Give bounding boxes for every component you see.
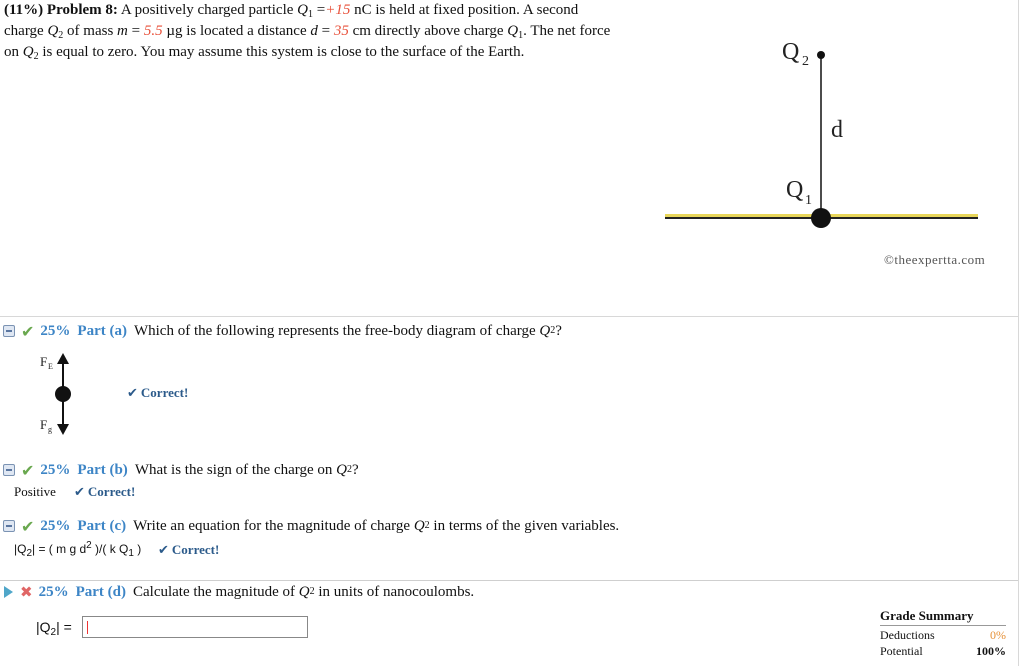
free-body-diagram: [36, 350, 76, 440]
potential-value: 100%: [976, 644, 1006, 658]
potential-row: [880, 643, 1006, 659]
given-q1: +15: [325, 2, 351, 18]
q2-dot: [817, 51, 825, 59]
deductions-value: 0%: [990, 628, 1006, 642]
question-end: in terms of the given variables.: [433, 517, 620, 534]
answer-text: )/( k Q: [91, 542, 129, 556]
problem-text: A positively charged particle: [120, 2, 294, 18]
text-caret: [87, 621, 88, 634]
fe-label: F: [40, 354, 48, 369]
check-icon: ✔: [74, 485, 85, 500]
answer-sup: 2: [86, 540, 92, 551]
problem-text: . The net force: [523, 23, 611, 39]
status-text: Correct!: [87, 484, 136, 499]
potential-label: Potential: [880, 644, 923, 658]
var-q2: Q: [22, 44, 34, 60]
equals: =: [316, 2, 326, 18]
d-label: d: [831, 117, 843, 143]
q2-label: Q: [782, 39, 800, 65]
part-c-label: Part (c): [77, 517, 127, 534]
part-b-question: What is the sign of the charge on: [134, 461, 333, 478]
var-d: d: [310, 23, 318, 39]
var-q2: Q: [336, 461, 347, 478]
q1-label-sub: 1: [805, 193, 812, 208]
divider: [0, 316, 1018, 317]
part-b-percent: 25%: [40, 461, 71, 478]
var-m: m: [117, 23, 128, 39]
question-end: in units of nanocoulombs.: [318, 583, 475, 600]
check-icon: ✔: [21, 516, 35, 536]
answer-sub: 2: [26, 548, 33, 559]
part-c-answer: [14, 540, 142, 559]
given-distance: 35: [333, 23, 349, 39]
problem-weight: (11%): [4, 2, 44, 18]
label-sub: 2: [50, 627, 57, 638]
var-q2: Q: [47, 23, 59, 39]
check-icon: ✔: [21, 321, 35, 341]
problem-statement: [4, 0, 654, 63]
status-text: Correct!: [171, 542, 220, 557]
part-d-percent: 25%: [38, 583, 69, 600]
part-a-status: [127, 385, 188, 401]
var-q2-sub: 2: [58, 30, 64, 41]
check-icon: ✔: [21, 460, 35, 480]
x-icon: ✖: [20, 583, 33, 601]
part-a-header: ✔ 25% Part (a) Which of the following represents the free-body diagram of charge Q 2 ?: [0, 320, 562, 342]
problem-title: Problem 8:: [46, 2, 118, 18]
part-b-label: Part (b): [77, 461, 128, 478]
arrow-down-icon: [57, 424, 69, 435]
part-d-label: Part (d): [75, 583, 126, 600]
check-icon: ✔: [127, 386, 138, 401]
fg-label: F: [40, 417, 48, 432]
given-mass: 5.5: [143, 23, 163, 39]
var-q1: Q: [507, 23, 519, 39]
part-d-input-label: [36, 619, 72, 638]
check-icon: ✔: [158, 543, 169, 558]
var-q2-sub: 2: [33, 51, 39, 62]
q1-dot: [811, 208, 831, 228]
answer-input[interactable]: [82, 616, 308, 638]
problem-text: on: [4, 44, 19, 60]
problem-text: µg is located a distance: [166, 23, 307, 39]
arrow-up-icon: [57, 353, 69, 364]
equals: =: [131, 23, 141, 39]
part-d-header: ✖ 25% Part (d) Calculate the magnitude of Q 2 in units of nanocoulombs.: [0, 581, 474, 603]
grade-summary: [880, 608, 1006, 659]
q1-label: Q: [786, 177, 804, 203]
problem-text: cm directly above charge: [352, 23, 504, 39]
label-text: |Q: [36, 619, 51, 635]
answer-text: |Q: [14, 542, 27, 556]
part-b-header: ✔ 25% Part (b) What is the sign of the charge on Q 2 ?: [0, 459, 359, 481]
question-end: ?: [352, 461, 359, 478]
problem-text: charge: [4, 23, 44, 39]
problem-text: is equal to zero. You may assume this system is close to the surface of the Earth.: [42, 44, 525, 60]
part-a-question: Which of the following represents the free-body diagram of charge: [133, 322, 536, 339]
var-q2: Q: [539, 322, 551, 339]
answer-sub: 1: [128, 548, 134, 559]
part-a-percent: 25%: [40, 322, 71, 339]
copyright-credit: ©theexpertta.com: [884, 252, 986, 267]
charge-dot: [55, 386, 71, 402]
collapse-icon[interactable]: [3, 325, 15, 337]
charges-diagram: [660, 25, 990, 240]
part-c-question: Write an equation for the magnitude of charge: [133, 517, 411, 534]
problem-text: nC is held at fixed position. A second: [354, 2, 579, 18]
q2-label-sub: 2: [802, 54, 809, 69]
collapse-icon[interactable]: [3, 520, 15, 532]
var-q1-sub: 1: [518, 30, 524, 41]
answer-text: | = ( m g d: [32, 542, 87, 556]
fe-label-sub: E: [48, 362, 53, 371]
fg-label-sub: g: [48, 425, 52, 434]
var-q2: Q: [413, 517, 425, 534]
part-d-question: Calculate the magnitude of: [132, 583, 296, 600]
part-b-answer: Positive: [14, 484, 56, 499]
status-text: Correct!: [140, 385, 189, 400]
deductions-label: Deductions: [880, 628, 935, 642]
part-b-status: [74, 484, 135, 500]
part-c-header: ✔ 25% Part (c) Write an equation for the magnitude of charge Q 2 in terms of the given variables.: [0, 515, 619, 537]
page-border: [1018, 0, 1019, 666]
answer-text: ): [133, 542, 142, 556]
question-end: ?: [555, 322, 562, 339]
problem-text: of mass: [67, 23, 114, 39]
equals: =: [321, 23, 331, 39]
play-icon[interactable]: [4, 586, 13, 598]
grade-summary-title: Grade Summary: [880, 608, 1006, 626]
part-c-status: [158, 542, 219, 558]
var-q2: Q: [298, 583, 310, 600]
collapse-icon[interactable]: [3, 464, 15, 476]
part-c-percent: 25%: [40, 517, 71, 534]
var-q1: Q: [297, 2, 309, 18]
label-text: | =: [56, 619, 72, 635]
deductions-row: [880, 627, 1006, 643]
part-a-label: Part (a): [77, 322, 127, 339]
var-q1-sub: 1: [308, 9, 314, 20]
